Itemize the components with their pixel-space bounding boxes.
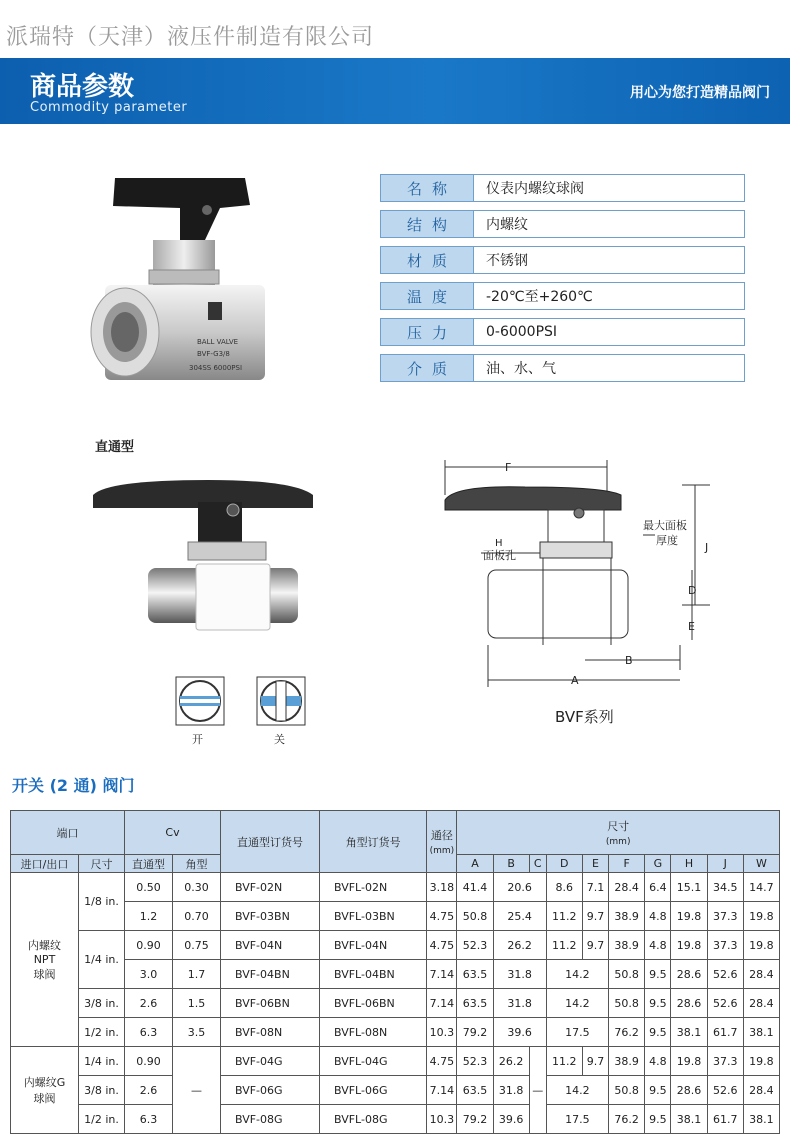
cell-bore: 10.3	[427, 1105, 457, 1134]
cell-B: 26.2	[493, 1047, 529, 1076]
company-name: 派瑞特（天津）液压件制造有限公司	[6, 25, 375, 50]
cell-G: 4.8	[645, 902, 671, 931]
max-panel-label-1: 最大面板	[643, 519, 687, 532]
cell-D: 8.6	[546, 873, 582, 902]
cell-cv-angle: 1.7	[173, 960, 221, 989]
cell-size: 3/8 in.	[79, 989, 125, 1018]
cell-size: 1/4 in.	[79, 1047, 125, 1076]
cell-straight-order: BVF-08G	[221, 1105, 320, 1134]
cell-cv-angle: 0.30	[173, 873, 221, 902]
spec-key: 温度	[381, 283, 473, 309]
dim-J: J	[705, 541, 709, 554]
cell-bore: 3.18	[427, 873, 457, 902]
cell-G: 9.5	[645, 960, 671, 989]
cell-straight-order: BVF-04N	[221, 931, 320, 960]
cell-BC: 26.2	[493, 931, 546, 960]
cell-J: 61.7	[707, 1105, 743, 1134]
cell-straight-order: BVF-03BN	[221, 902, 320, 931]
cell-straight-order: BVF-04G	[221, 1047, 320, 1076]
cell-H: 19.8	[671, 1047, 707, 1076]
cell-DE: 14.2	[546, 960, 608, 989]
th-straight-order: 直通型订货号	[221, 811, 320, 873]
cell-size: 1/8 in.	[79, 873, 125, 931]
cell-A: 79.2	[457, 1018, 493, 1047]
cell-cv-angle-dash: —	[173, 1047, 221, 1134]
cell-BC: 25.4	[493, 902, 546, 931]
table-row	[11, 989, 780, 1018]
cell-angle-order: BVFL-02N	[319, 873, 426, 902]
cell-A: 63.5	[457, 989, 493, 1018]
spec-key: 材质	[381, 247, 473, 273]
cell-cv-angle: 3.5	[173, 1018, 221, 1047]
straight-type-label: 直通型	[95, 440, 135, 455]
section-title: 开关 (2 通) 阀门	[12, 776, 135, 795]
cell-F: 28.4	[609, 873, 645, 902]
cell-F: 50.8	[609, 960, 645, 989]
th-col-W: W	[743, 855, 779, 873]
dimension-drawing	[425, 455, 725, 695]
th-col-D: D	[546, 855, 582, 873]
dim-F: F	[505, 461, 512, 474]
cell-G: 4.8	[645, 1047, 671, 1076]
cell-bore: 7.14	[427, 989, 457, 1018]
th-size-label: 尺寸	[607, 820, 630, 833]
max-panel-label-2: 厚度	[656, 534, 678, 547]
cell-straight-order: BVF-08N	[221, 1018, 320, 1047]
cell-A: 52.3	[457, 1047, 493, 1076]
cell-bore: 7.14	[427, 1076, 457, 1105]
cell-BC: 39.6	[493, 1018, 546, 1047]
spec-row	[380, 282, 745, 310]
spec-list	[380, 174, 745, 390]
th-col-E: E	[582, 855, 608, 873]
cell-J: 34.5	[707, 873, 743, 902]
cell-F: 50.8	[609, 1076, 645, 1105]
close-label: 关	[274, 733, 285, 746]
dim-B: B	[625, 654, 633, 667]
cell-bore: 4.75	[427, 902, 457, 931]
cell-F: 38.9	[609, 1047, 645, 1076]
spec-key: 压力	[381, 319, 473, 345]
photo-marking-2: BVF-G3/8	[197, 350, 230, 358]
dim-D: D	[688, 584, 697, 597]
cell-A: 63.5	[457, 960, 493, 989]
photo-marking-3: 304SS 6000PSI	[189, 364, 243, 372]
th-cv-angle: 角型	[173, 855, 221, 873]
cell-C-dash: —	[529, 1047, 546, 1134]
banner-slogan: 用心为您打造精品阀门	[630, 85, 770, 101]
th-cv-straight: 直通型	[125, 855, 173, 873]
section-banner	[0, 58, 790, 124]
cell-cv-straight: 0.90	[125, 931, 173, 960]
cell-J: 52.6	[707, 1076, 743, 1105]
cell-W: 28.4	[743, 989, 779, 1018]
cell-A: 50.8	[457, 902, 493, 931]
banner-subtitle: Commodity parameter	[30, 100, 188, 115]
cell-H: 28.6	[671, 1076, 707, 1105]
spec-row	[380, 354, 745, 382]
cell-A: 41.4	[457, 873, 493, 902]
spec-value: -20℃至+260℃	[473, 283, 744, 309]
cell-F: 38.9	[609, 931, 645, 960]
cell-J: 52.6	[707, 989, 743, 1018]
cell-H: 15.1	[671, 873, 707, 902]
th-col-H: H	[671, 855, 707, 873]
cell-J: 37.3	[707, 1047, 743, 1076]
spec-key: 名称	[381, 175, 473, 201]
th-in-out: 进口/出口	[11, 855, 79, 873]
table-row	[11, 873, 780, 902]
th-col-A: A	[457, 855, 493, 873]
cell-angle-order: BVFL-06BN	[319, 989, 426, 1018]
th-size-unit: (mm)	[605, 837, 631, 847]
spec-row	[380, 174, 745, 202]
cell-angle-order: BVFL-08G	[319, 1105, 426, 1134]
cell-J: 37.3	[707, 931, 743, 960]
cell-bore: 7.14	[427, 960, 457, 989]
table-row	[11, 1105, 780, 1134]
th-angle-order: 角型订货号	[319, 811, 426, 873]
cell-straight-order: BVF-06BN	[221, 989, 320, 1018]
cell-D: 11.2	[546, 902, 582, 931]
cell-E: 9.7	[582, 902, 608, 931]
cell-F: 76.2	[609, 1105, 645, 1134]
cell-G: 6.4	[645, 873, 671, 902]
dim-H: H	[495, 538, 503, 549]
th-cv: Cv	[125, 811, 221, 855]
table-row	[11, 902, 780, 931]
cell-cv-angle: 1.5	[173, 989, 221, 1018]
dim-E: E	[688, 620, 695, 633]
th-col-G: G	[645, 855, 671, 873]
cell-cv-straight: 2.6	[125, 989, 173, 1018]
photo-marking-1: BALL VALVE	[197, 338, 239, 346]
banner-title: 商品参数	[30, 72, 135, 102]
cell-W: 38.1	[743, 1105, 779, 1134]
product-photo	[85, 170, 275, 385]
spec-value: 0-6000PSI	[473, 319, 744, 345]
group-g-thread: 内螺纹G 球阀	[11, 1047, 79, 1134]
cell-DE: 17.5	[546, 1105, 608, 1134]
series-label: BVF系列	[555, 708, 614, 726]
cell-W: 38.1	[743, 1018, 779, 1047]
straight-valve-render	[88, 470, 323, 660]
th-port: 端口	[11, 811, 125, 855]
cell-E: 7.1	[582, 873, 608, 902]
cell-DE: 14.2	[546, 1076, 608, 1105]
cell-H: 19.8	[671, 931, 707, 960]
spec-value: 不锈钢	[473, 247, 744, 273]
cell-F: 38.9	[609, 902, 645, 931]
cell-G: 9.5	[645, 1105, 671, 1134]
cell-bore: 4.75	[427, 931, 457, 960]
cell-G: 9.5	[645, 1076, 671, 1105]
cell-cv-straight: 6.3	[125, 1018, 173, 1047]
open-label: 开	[192, 733, 203, 746]
spec-row	[380, 318, 745, 346]
spec-value: 仪表内螺纹球阀	[473, 175, 744, 201]
cell-cv-straight: 2.6	[125, 1076, 173, 1105]
panel-hole-label: 面板孔	[483, 549, 516, 562]
cell-BC: 31.8	[493, 960, 546, 989]
th-col-F: F	[609, 855, 645, 873]
th-col-J: J	[707, 855, 743, 873]
cell-G: 9.5	[645, 989, 671, 1018]
cell-B: 39.6	[493, 1105, 529, 1134]
cell-A: 63.5	[457, 1076, 493, 1105]
cell-angle-order: BVFL-06G	[319, 1076, 426, 1105]
cell-B: 31.8	[493, 1076, 529, 1105]
cell-J: 37.3	[707, 902, 743, 931]
cell-H: 19.8	[671, 902, 707, 931]
cell-H: 28.6	[671, 989, 707, 1018]
table-row	[11, 1018, 780, 1047]
cell-angle-order: BVFL-04G	[319, 1047, 426, 1076]
th-bore-unit: (mm)	[429, 846, 455, 856]
cell-bore: 10.3	[427, 1018, 457, 1047]
cell-size: 1/2 in.	[79, 1018, 125, 1047]
cell-E: 9.7	[582, 1047, 608, 1076]
th-col-B: B	[493, 855, 529, 873]
cell-angle-order: BVFL-03BN	[319, 902, 426, 931]
cell-BC: 20.6	[493, 873, 546, 902]
cell-W: 28.4	[743, 960, 779, 989]
cell-A: 79.2	[457, 1105, 493, 1134]
cell-straight-order: BVF-02N	[221, 873, 320, 902]
spec-value: 油、水、气	[473, 355, 744, 381]
group-npt: 内螺纹 NPT 球阀	[11, 873, 79, 1047]
th-col-C: C	[529, 855, 546, 873]
cell-straight-order: BVF-04BN	[221, 960, 320, 989]
cell-G: 9.5	[645, 1018, 671, 1047]
cell-bore: 4.75	[427, 1047, 457, 1076]
cell-angle-order: BVFL-08N	[319, 1018, 426, 1047]
cell-W: 19.8	[743, 902, 779, 931]
open-icon	[175, 676, 225, 726]
cell-W: 14.7	[743, 873, 779, 902]
table-row	[11, 1076, 780, 1105]
th-size	[457, 811, 780, 855]
cell-F: 50.8	[609, 989, 645, 1018]
dim-A: A	[571, 674, 579, 687]
cell-DE: 14.2	[546, 989, 608, 1018]
cell-A: 52.3	[457, 931, 493, 960]
cell-D: 11.2	[546, 931, 582, 960]
cell-size: 1/2 in.	[79, 1105, 125, 1134]
cell-size: 1/4 in.	[79, 931, 125, 989]
cell-cv-straight: 6.3	[125, 1105, 173, 1134]
cell-F: 76.2	[609, 1018, 645, 1047]
spec-value: 内螺纹	[473, 211, 744, 237]
th-dim: 尺寸	[79, 855, 125, 873]
cell-cv-angle: 0.75	[173, 931, 221, 960]
cell-H: 28.6	[671, 960, 707, 989]
th-bore-label: 通径	[430, 829, 453, 842]
close-icon	[256, 676, 306, 726]
cell-H: 38.1	[671, 1105, 707, 1134]
cell-cv-straight: 0.50	[125, 873, 173, 902]
cell-straight-order: BVF-06G	[221, 1076, 320, 1105]
cell-cv-straight: 3.0	[125, 960, 173, 989]
cell-J: 52.6	[707, 960, 743, 989]
spec-row	[380, 246, 745, 274]
table-row	[11, 931, 780, 960]
th-bore	[427, 811, 457, 873]
table-row	[11, 1047, 780, 1076]
cell-angle-order: BVFL-04N	[319, 931, 426, 960]
cell-DE: 17.5	[546, 1018, 608, 1047]
cell-G: 4.8	[645, 931, 671, 960]
table-row	[11, 960, 780, 989]
cell-E: 9.7	[582, 931, 608, 960]
cell-angle-order: BVFL-04BN	[319, 960, 426, 989]
cell-W: 19.8	[743, 1047, 779, 1076]
cell-D: 11.2	[546, 1047, 582, 1076]
spec-key: 介质	[381, 355, 473, 381]
spec-key: 结构	[381, 211, 473, 237]
cell-W: 28.4	[743, 1076, 779, 1105]
spec-row	[380, 210, 745, 238]
cell-cv-straight: 0.90	[125, 1047, 173, 1076]
cell-size: 3/8 in.	[79, 1076, 125, 1105]
cell-cv-straight: 1.2	[125, 902, 173, 931]
cell-J: 61.7	[707, 1018, 743, 1047]
spec-table	[10, 810, 780, 1134]
cell-H: 38.1	[671, 1018, 707, 1047]
cell-BC: 31.8	[493, 989, 546, 1018]
cell-cv-angle: 0.70	[173, 902, 221, 931]
cell-W: 19.8	[743, 931, 779, 960]
